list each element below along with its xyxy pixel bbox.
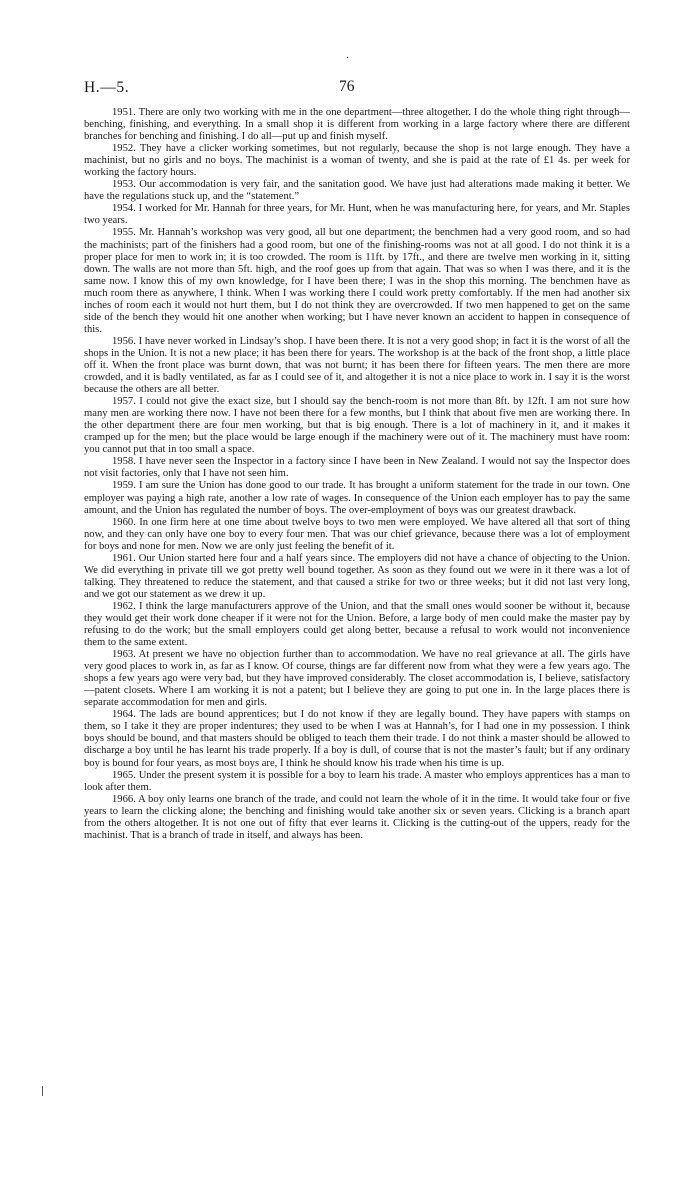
paragraph-1966: 1966. A boy only learns one branch of the trade, and could not learn the whole of it in the time. It would take four or five years to learn the clicking alone; the benching and finishing would take another six or seven years. Clicking is a branch apart from the others altogether. It is not one out of fifty that ever learns it. Clicking is the cutting-out of the uppers, ready for the machinist. That is a branch of trade in itself, and always has been. xyxy=(84,793,630,841)
paragraph-1955: 1955. Mr. Hannah’s workshop was very good, all but one department; the benchmen had a very good room, and so had the machinists; part of the finishers had a good room, but one of the finishing-rooms was not at all good. I do not think it is a proper place for men to work in; it is too crowded. The room is 11ft. by 17ft., and there are twelve men working in it, sitting down. The walls are not more than 5ft. high, and the roof goes up from that again. That was so when I was there, and it is the same now. I know this of my own knowledge, for I have been there; I was in the shop this morning. The benchmen have as much room there as anywhere, I think. When I was working there I could work pretty comfortably. If the men had another six inches of room each it would not hurt them, but I do not think they are overcrowded. If two men happened to get on the same side of the bench they would hit one another when working; but I have never known an accident to happen in consequence of this. xyxy=(84,227,630,335)
paragraph-1959: 1959. I am sure the Union has done good to our trade. It has brought a uniform statement for the trade in our town. One employer was paying a high rate, another a low rate of wages. In consequence of the Union each employer has to pay the same amount, and the Union has regulated the number of boys. The over-employment of boys was our greatest drawback. xyxy=(84,480,630,516)
paragraph-1962: 1962. I think the large manufacturers approve of the Union, and that the small ones would sooner be without it, because they would get their work done cheaper if it were not for the Union. Before, a large body of men could make the master pay by refusing to do the work; but the small employers could get along better, because a refusal to work would not inconvenience them to the same extent. xyxy=(84,600,630,649)
paragraph-1965: 1965. Under the present system it is possible for a boy to learn his trade. A master who employs apprentices has a man to look after them. xyxy=(84,769,630,793)
paragraph-1952: 1952. They have a clicker working sometimes, but not regularly, because the shop is not large enough. They have a machinist, but no girls and no boys. The machinist is a woman of twenty, and she is paid at the rate of £1 4s. per week for working the factory hours. xyxy=(84,143,630,179)
paragraph-1960: 1960. In one firm here at one time about twelve boys to two men were employed. We have altered all that sort of thing now, and they can only have one boy to every four men. That was our chief grievance, because there was a lot of employment for boys and none for men. Now we are only just feeling the benefit of it. xyxy=(84,516,630,552)
paragraph-1961: 1961. Our Union started here four and a half years since. The employers did not have a chance of objecting to the Union. We did everything in private till we got pretty well bound together. As soon as they found out we were in it there was a lot of talking. They threatened to reduce the statement, and that caused a strike for two or three weeks; but it did not last very long, and we got our statement as we drew it up. xyxy=(84,552,630,600)
header-dot: · xyxy=(346,53,350,64)
paragraph-1953: 1953. Our accommodation is very fair, and the sanitation good. We have just had alterations made making it better. We have the regulations stuck up, and the “statement.” xyxy=(84,179,630,203)
paragraph-1951: 1951. There are only two working with me in the one department—three altogether. I do the whole thing right through—benching, finishing, and everything. In a small shop it is different from working in a large factory where there are different branches for benching and finishing. I do all—put up and finish myself. xyxy=(84,107,630,143)
margin-mark xyxy=(42,1086,43,1096)
paragraph-1958: 1958. I have never seen the Inspector in a factory since I have been in New Zealand. I would not say the Inspector does not visit factories, only that I have not seen him. xyxy=(84,456,630,480)
page-number: 76 xyxy=(339,78,355,95)
body-text xyxy=(84,107,630,842)
paragraph-1957: 1957. I could not give the exact size, but I should say the bench-room is not more than 8ft. by 12ft. I am not sure how many men are working there now. I have not been there for a few months, but I think that about five men are working there. In the other department there are four men working, but that is big enough. There is a lot of machinery in it, and it makes it cramped up for the men; but the place would be large enough if the machinery were out of it. The machinery must have room: you cannot put that in too small a space. xyxy=(84,396,630,456)
paragraph-1964: 1964. The lads are bound apprentices; but I do not know if they are legally bound. They have papers with stamps on them, so I take it they are proper indentures; they used to be when I was at Hannah’s, for I had one in my possession. I think boys should be bound, and that masters should be obliged to teach them their trade. I do not think a master should be allowed to discharge a boy until he has learnt his trade properly. If a boy is dull, of course that is not the master’s fault; but if any ordinary boy is bound for four years, as most boys are, I think he should know his trade when his time is up. xyxy=(84,709,630,769)
document-reference: H.—5. xyxy=(84,79,130,96)
paragraph-1954: 1954. I worked for Mr. Hannah for three years, for Mr. Hunt, when he was manufacturing here, for years, and Mr. Staples two years. xyxy=(84,203,630,227)
paragraph-1956: 1956. I have never worked in Lindsay’s shop. I have been there. It is not a very good shop; in fact it is the worst of all the shops in the Union. It is not a new place; it has been there for years. The workshop is at the back of the front shop, a little place off it. When the front place was burnt down, that was not burnt; it has been there for fifteen years. The men there are more crowded, and it is badly ventilated, as far as I could see of it, and altogether it is not a nice place to work in. I say it is the worst because the others are all better. xyxy=(84,335,630,396)
paragraph-1963: 1963. At present we have no objection further than to accommodation. We have no real grievance at all. The girls have very good places to work in, as far as I know. Of course, things are far different now from what they were a few years ago. The shops a few years ago were very bad, but they have improved considerably. The closet accommodation is, I believe, satisfactory—patent closets. Where I am working it is not a patent; but I believe they are going to put one in. In the large places there is separate accommodation for men and girls. xyxy=(84,649,630,709)
